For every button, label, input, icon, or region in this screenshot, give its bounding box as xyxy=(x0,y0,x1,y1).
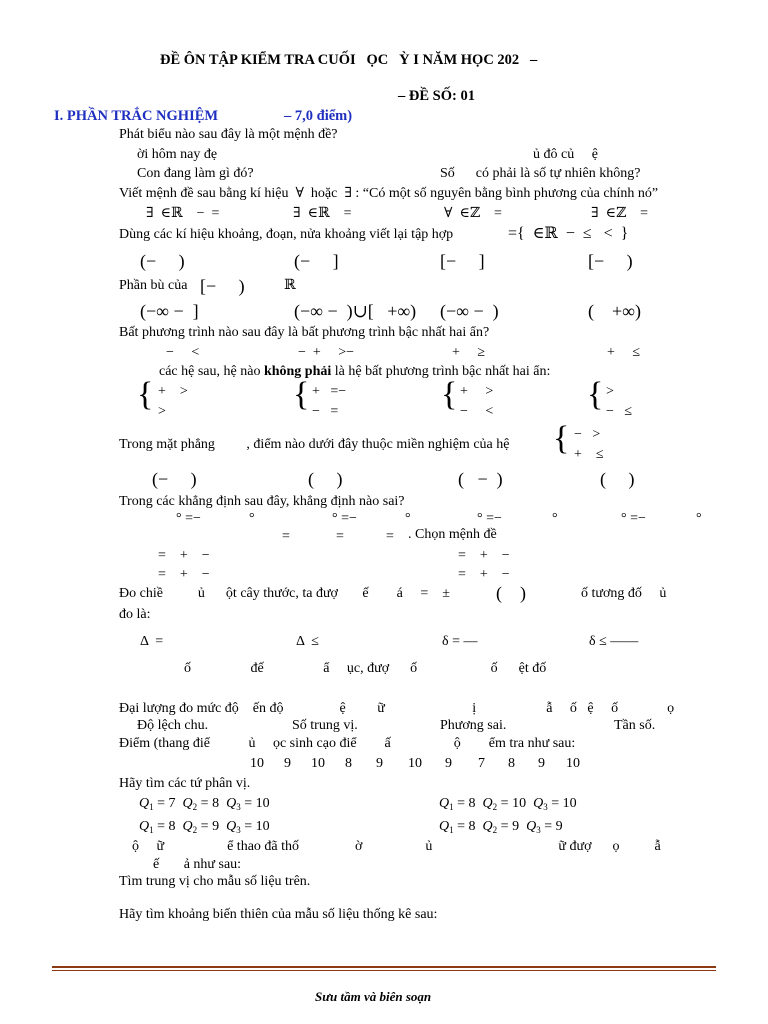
q12-option-b: $Q_1 = 8$ $Q_2 = 10$ $Q_3 = 10$ xyxy=(439,796,577,812)
q9-option-c: δ = — xyxy=(442,634,478,649)
q8-r1e: ° =− xyxy=(477,511,502,526)
q1-option-a: ời hôm nay đẹ xyxy=(137,147,218,162)
exam-number: – ĐỀ SỐ: 01 xyxy=(398,88,475,104)
q6-b-brace: { xyxy=(293,376,310,413)
q1-prompt: Phát biểu nào sau đây là một mệnh đề? xyxy=(119,127,338,142)
q12-prompt: Điểm (thang điể ủ ọc sinh cạo điể ấ ộ ểm tra như sau: xyxy=(119,736,576,751)
q11-option-d: Tần số. xyxy=(614,718,656,733)
q6-a-line2: > xyxy=(158,404,166,419)
q5-option-d: + ≤ xyxy=(607,345,641,360)
q6-d-line1: > xyxy=(606,384,614,399)
q10-line: ố đế ẩ ục, đượ ố ố ệt đố xyxy=(184,661,547,676)
q9-tail: ố tương đố ủ xyxy=(581,586,667,601)
q2-prompt: Viết mệnh đề sau bằng kí hiệu ∀ hoặc ∃ : “Có một số nguyên bằng bình phương của chính nó” xyxy=(119,186,659,201)
q1-option-d: Số có phải là số tự nhiên không? xyxy=(440,166,641,181)
q11-option-c: Phương sai. xyxy=(440,718,507,733)
q11-prompt: Đại lượng đo mức độ ến độ ệ ữ ị ẫ ố ệ ố ọ xyxy=(119,701,675,716)
q12-score-3: 10 xyxy=(311,756,325,771)
q9-option-d: δ ≤ —— xyxy=(589,634,639,649)
q13-ask: Tìm trung vị cho mẫu số liệu trên. xyxy=(119,874,311,889)
q6-d-line2: − ≤ xyxy=(606,404,633,419)
q8-r1h: ° xyxy=(696,511,702,526)
q2-option-a: ∃ ∈ℝ − = xyxy=(146,206,220,221)
section-points: – 7,0 điểm) xyxy=(284,108,353,124)
q8-r1a: ° =− xyxy=(176,511,201,526)
q7-prompt: Trong mặt phẳng , điểm nào dưới đây thuộc miền nghiệm của hệ xyxy=(119,437,510,452)
section-label: I. PHẦN TRẮC NGHIỆM xyxy=(54,108,219,124)
q5-option-b: − + >− xyxy=(298,345,355,360)
q6-prompt-bold: không phải xyxy=(263,364,332,379)
q3-prompt: Dùng các kí hiệu khoảng, đoạn, nửa khoảng viết lại tập hợp xyxy=(119,227,454,242)
q5-option-c: + ≥ xyxy=(452,345,486,360)
q4-option-d: ( +∞) xyxy=(588,301,641,321)
q8-r2a: = xyxy=(282,529,290,544)
q12-a-q3: 10 xyxy=(255,796,270,811)
q12-b-q2: 10 xyxy=(512,796,527,811)
q12-score-10: 9 xyxy=(538,756,545,771)
q12-d-q3: 9 xyxy=(555,819,563,834)
q12-score-6: 10 xyxy=(408,756,422,771)
q12-d-q2: 9 xyxy=(512,819,520,834)
q8-r1b: ° xyxy=(249,511,255,526)
q11-option-b: Số trung vị. xyxy=(292,718,358,733)
q8-prompt: Trong các khẳng định sau đây, khẳng định nào sai? xyxy=(119,494,405,509)
q7-option-b: ( ) xyxy=(308,469,343,489)
q8-r1f: ° xyxy=(552,511,558,526)
q12-score-1: 10 xyxy=(250,756,264,771)
q12-d-q1: 8 xyxy=(468,819,476,834)
q7-brace: { xyxy=(553,420,570,457)
q12-ask: Hãy tìm các tứ phân vị. xyxy=(119,776,251,791)
q6-c-line1: + > xyxy=(460,384,494,399)
q12-a-q1: 7 xyxy=(168,796,176,811)
q4-prompt: Phần bù của xyxy=(119,278,188,293)
q13-line1: ộ ữ ể thao đã thố ờ ủ ữ đượ ọ ẫ xyxy=(132,839,661,854)
q6-prompt-post: là hệ bất phương trình bậc nhất hai ẩn: xyxy=(331,364,551,379)
q12-b-q3: 10 xyxy=(562,796,577,811)
q8-r4a: = + − xyxy=(158,567,210,582)
footer-text: Sưu tầm và biên soạn xyxy=(315,989,432,1004)
q1-option-c: Con đang làm gì đó? xyxy=(137,166,254,181)
q8-r2c: = xyxy=(386,529,394,544)
q12-option-a: $Q_1 = 7$ $Q_2 = 8$ $Q_3 = 10$ xyxy=(139,796,270,812)
q6-b-line2: − = xyxy=(312,404,339,419)
q4-option-c: (−∞ − ) xyxy=(440,301,499,321)
q2-option-c: ∀ ∈ℤ = xyxy=(444,206,502,221)
q6-prompt xyxy=(159,365,550,379)
footer-rule-thick xyxy=(52,966,716,968)
q6-c-line2: − < xyxy=(460,404,494,419)
q7-option-a: (− ) xyxy=(152,469,197,489)
q3-option-c: [− ] xyxy=(440,251,485,271)
q6-prompt-pre: các hệ sau, hệ nào xyxy=(159,364,264,379)
page-title: ĐỀ ÔN TẬP KIỂM TRA CUỐI ỌC Ỳ I NĂM HỌC 202 – xyxy=(160,52,538,68)
q7-option-d: ( ) xyxy=(600,469,635,489)
q8-r1c: ° =− xyxy=(332,511,357,526)
q8-r1g: ° =− xyxy=(621,511,646,526)
q4-option-a: (−∞ − ] xyxy=(140,301,199,321)
q6-c-brace: { xyxy=(441,376,458,413)
q4-interval: [− ) xyxy=(200,276,245,296)
q12-score-7: 9 xyxy=(445,756,452,771)
q5-option-a: − < xyxy=(166,345,200,360)
q9-prompt: Đo chiề ủ ột cây thước, ta đượ ế á = ± xyxy=(119,586,450,601)
q4-option-b: (−∞ − )∪[ +∞) xyxy=(294,301,417,321)
q7-sys-line2: + ≤ xyxy=(574,447,604,462)
q2-option-d: ∃ ∈ℤ = xyxy=(591,206,649,221)
q12-c-q1: 8 xyxy=(168,819,176,834)
q2-option-b: ∃ ∈ℝ = xyxy=(293,206,352,221)
q6-a-brace: { xyxy=(137,376,154,413)
q12-c-q3: 10 xyxy=(255,819,270,834)
q3-option-a: (− ) xyxy=(140,251,185,271)
q9-option-b: Δ ≤ xyxy=(296,634,319,649)
q9-line2: đo là: xyxy=(119,607,151,622)
q12-option-c: $Q_1 = 8$ $Q_2 = 9$ $Q_3 = 10$ xyxy=(139,819,270,835)
q7-sys-line1: − > xyxy=(574,427,601,442)
q8-r4b: = + − xyxy=(458,567,510,582)
footer-rule-thin xyxy=(52,970,716,971)
q8-r1d: ° xyxy=(405,511,411,526)
q13-line2: ế ả như sau: xyxy=(153,857,242,872)
q12-score-9: 8 xyxy=(508,756,515,771)
q6-b-line1: + =− xyxy=(312,384,347,399)
q9-paren: ( ) xyxy=(496,583,526,603)
q12-score-5: 9 xyxy=(376,756,383,771)
q12-c-q2: 9 xyxy=(212,819,220,834)
q11-option-a: Độ lệch chu. xyxy=(137,718,209,733)
q4-universe: ℝ xyxy=(284,278,296,293)
q8-r2d: . Chọn mệnh đề xyxy=(408,527,497,542)
q1-option-b: ủ đô củ ệ xyxy=(533,147,598,162)
q14-prompt: Hãy tìm khoảng biến thiên của mẫu số liệu thống kê sau: xyxy=(119,907,438,922)
q12-score-11: 10 xyxy=(566,756,580,771)
q8-r3b: = + − xyxy=(458,548,510,563)
q3-set: ={ ∈ℝ − ≤ < } xyxy=(508,225,629,242)
q12-score-2: 9 xyxy=(284,756,291,771)
q12-score-8: 7 xyxy=(478,756,485,771)
q3-option-b: (− ] xyxy=(294,251,339,271)
q8-r2b: = xyxy=(336,529,344,544)
q7-option-c: ( − ) xyxy=(458,469,503,489)
q3-option-d: [− ) xyxy=(588,251,633,271)
q12-option-d: $Q_1 = 8$ $Q_2 = 9$ $Q_3 = 9$ xyxy=(439,819,563,835)
q12-score-4: 8 xyxy=(345,756,352,771)
q8-r3a: = + − xyxy=(158,548,210,563)
q12-a-q2: 8 xyxy=(212,796,220,811)
q9-option-a: Δ = xyxy=(140,634,164,649)
q5-prompt: Bất phương trình nào sau đây là bất phương trình bậc nhất hai ẩn? xyxy=(119,325,490,340)
q12-b-q1: 8 xyxy=(468,796,476,811)
q6-a-line1: + > xyxy=(158,384,188,399)
q6-d-brace: { xyxy=(587,376,604,413)
